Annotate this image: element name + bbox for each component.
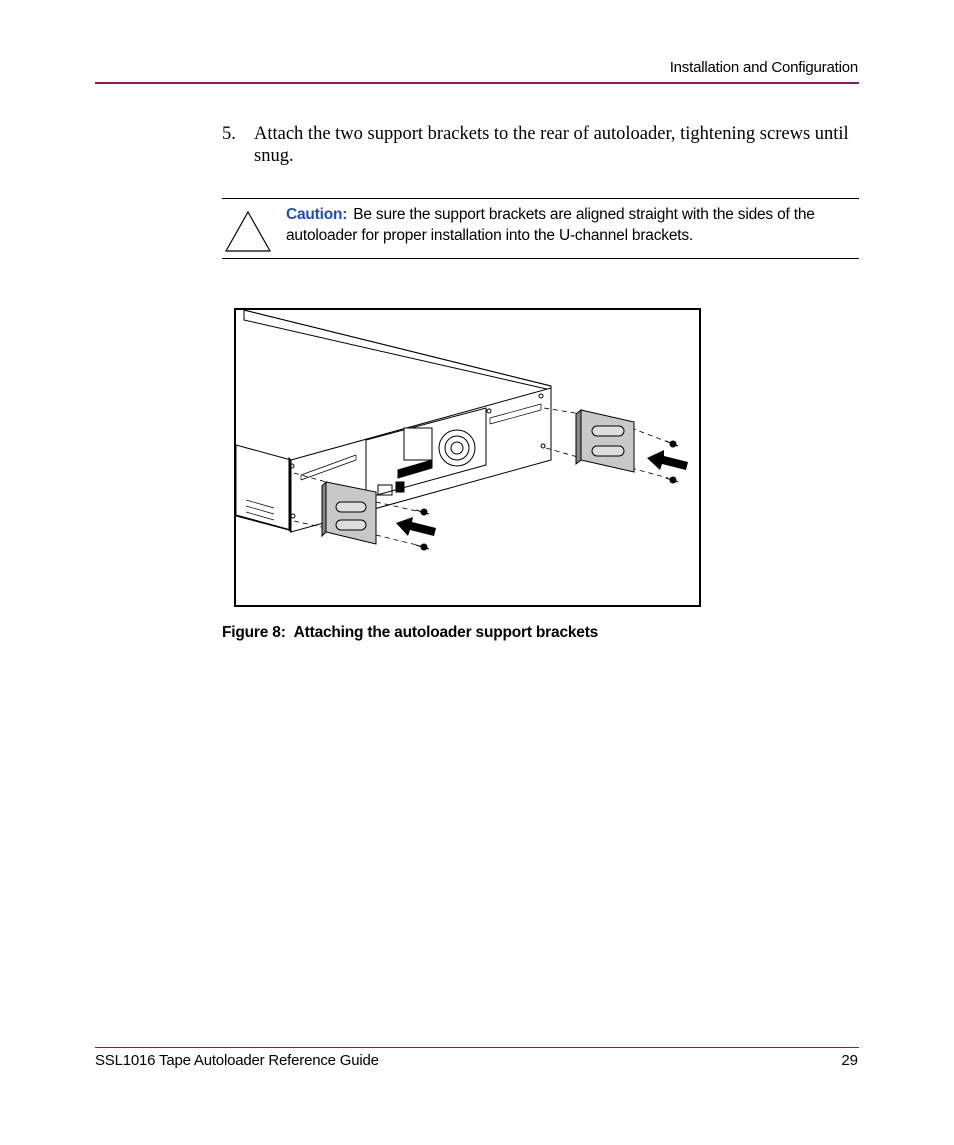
caution-bottom-rule [222, 258, 859, 259]
step-5 [222, 123, 852, 167]
step-text: Attach the two support brackets to the rear of autoloader, tightening screws until snug. [254, 124, 849, 166]
footer-rule [95, 1047, 859, 1048]
running-header: Installation and Configuration [669, 59, 858, 76]
figure-caption-text: Attaching the autoloader support brackets [293, 624, 599, 641]
caution-note [286, 204, 861, 246]
header-rule [95, 82, 859, 84]
figure-8-illustration [234, 308, 701, 607]
page-number: 29 [841, 1052, 858, 1069]
caution-text: Be sure the support brackets are aligned straight with the sides of the autoloader for proper installation into the U-channel brackets. [286, 206, 815, 244]
autoloader-bracket-drawing [236, 310, 699, 605]
footer-guide-title: SSL1016 Tape Autoloader Reference Guide [95, 1052, 379, 1069]
caution-top-rule [222, 198, 859, 199]
figure-label: Figure 8: [222, 624, 286, 641]
caution-triangle-icon [224, 210, 272, 254]
figure-caption [222, 624, 598, 642]
step-number: 5. [222, 124, 236, 144]
caution-label: Caution: [286, 206, 348, 223]
